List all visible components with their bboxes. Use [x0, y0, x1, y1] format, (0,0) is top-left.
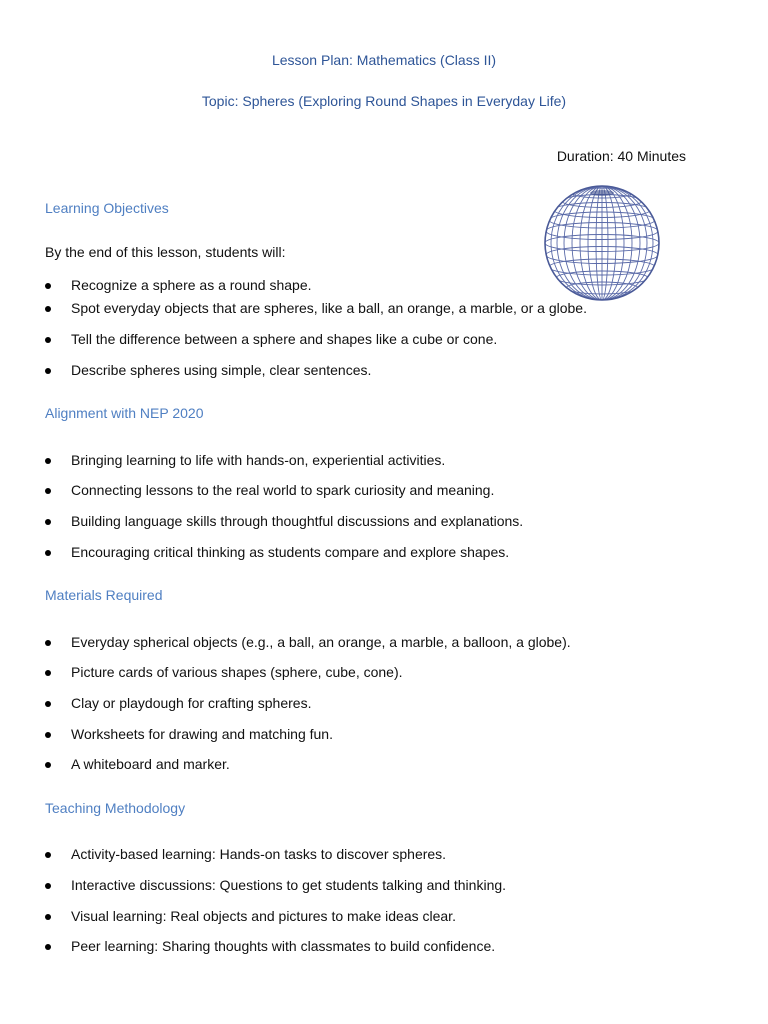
document-page: Lesson Plan: Mathematics (Class II) Topic: Spheres (Exploring Round Shapes in Everyday Life) Duration: 40 Minutes Learning Objectives By the end of this lesson, students will: Recognize a sphere as a round shape. Spot everyday objects that are spheres, like a ball, an orange, a marble, or a globe. Tell the difference between a sphere and shapes like a cube or cone. Describe spheres using simple, clear sentences. Alignment with NEP 2020 Bringing learning to life with hands-on, experiential activities. Connecting lessons to the real world to spark curiosity and meaning. Building language skills through thoughtful discussions and explanations. Encouraging critical thinking as students compare and explore shapes. Materials Required Everyday spherical objects (e.g., a ball, an orange, a marble, a balloon, a globe). Picture cards of various shapes (sphere, cube, cone). Clay or playdough for crafting spheres. Worksheets for drawing and matching fun. A whiteboard and marker. Teaching Methodology Activity-based learning: Hands-on tasks to discover spheres. Interactive discussions: Questions to get students talking and thinking. Visual learning: Real objects and pictures to make ideas clear. Peer learning: Sharing thoughts with classmates to build confidence. [0, 0, 768, 1024]
sphere-wireframe-icon [542, 183, 662, 303]
bullet-icon [45, 488, 51, 494]
bullet-icon [45, 732, 51, 738]
lesson-title: Lesson Plan: Mathematics (Class II) [271, 52, 497, 68]
bullet-icon [45, 306, 51, 312]
bullet-icon [45, 337, 51, 343]
bullet-icon [45, 883, 51, 889]
bullet-icon [45, 701, 51, 707]
heading-learning-objectives: Learning Objectives [45, 200, 169, 216]
bullet-icon [45, 944, 51, 950]
heading-teaching-methodology: Teaching Methodology [45, 800, 186, 816]
heading-materials-required: Materials Required [45, 587, 163, 603]
objectives-intro: By the end of this lesson, students will: [45, 244, 286, 260]
bullet-icon [45, 640, 51, 646]
bullet-icon [45, 914, 51, 920]
bullet-icon [45, 670, 51, 676]
bullet-icon [45, 458, 51, 464]
bullet-icon [45, 762, 51, 768]
bullet-icon [45, 368, 51, 374]
lesson-topic: Topic: Spheres (Exploring Round Shapes in Everyday Life) [201, 93, 567, 109]
bullet-icon [45, 852, 51, 858]
bullet-icon [45, 283, 51, 289]
lesson-duration: Duration: 40 Minutes [556, 148, 686, 164]
bullet-icon [45, 550, 51, 556]
bullet-icon [45, 519, 51, 525]
heading-nep-alignment: Alignment with NEP 2020 [45, 405, 204, 421]
